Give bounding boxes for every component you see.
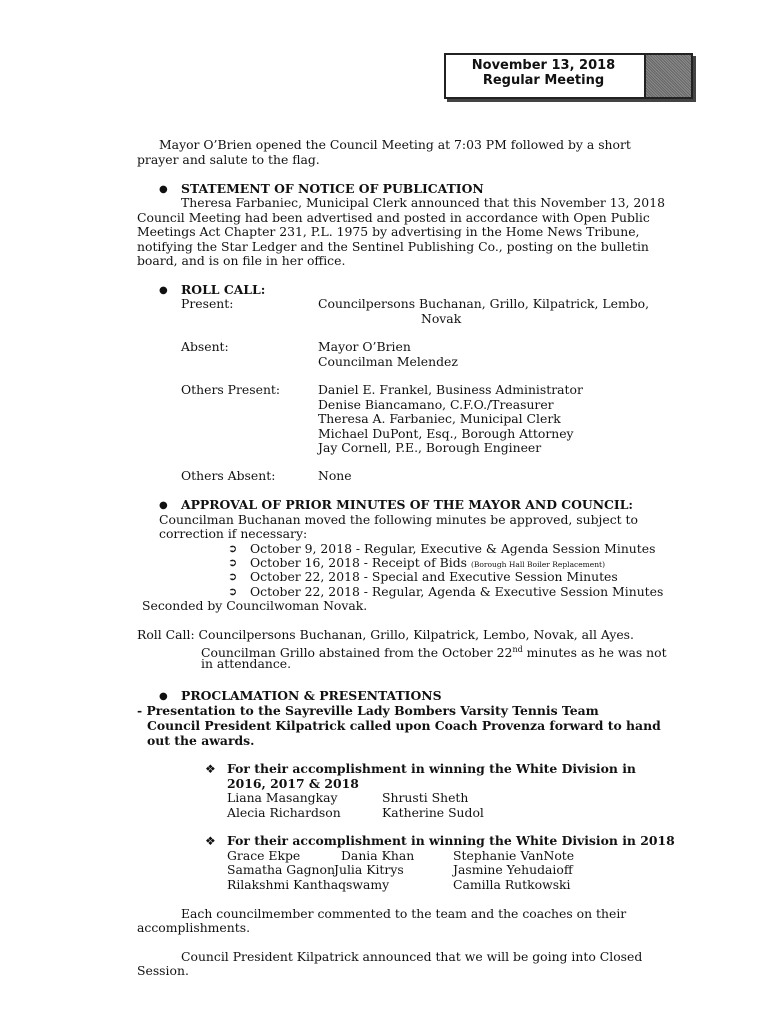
award-name: Julia Kitrys [334,862,404,877]
roll-call-vote-text-a: Councilman Grillo abstained from the October 22 [201,645,513,661]
arrow-bullet-icon: ➲ [228,585,238,598]
proclamation-heading: PROCLAMATION & PRESENTATIONS [181,688,442,703]
diamond-bullet-icon: ❖ [205,834,216,848]
notice-line: Theresa Farbaniec, Municipal Clerk announced that this November 13, 2018 [181,195,665,210]
present-names-cont: Novak [421,311,462,326]
diamond-bullet-icon: ❖ [205,762,216,776]
award-name: Alecia Richardson [227,805,341,820]
arrow-bullet-icon: ➲ [228,556,238,569]
award-name: Liana Masangkay [227,790,338,805]
minutes-item-text: October 16, 2018 - Receipt of Bids [250,555,467,570]
closing-line: accomplishments. [137,920,251,935]
award-name: Jasmine Yehudaioff [453,862,573,877]
arrow-bullet-icon: ➲ [228,542,238,555]
award-name: Katherine Sudol [382,805,484,820]
minutes-item-note: (Borough Hall Boiler Replacement) [470,560,605,569]
notice-line: notifying the Star Ledger and the Sentinel Publishing Co., posting on the bulletin [137,239,649,254]
opening-line-2: prayer and salute to the flag. [137,152,320,167]
award-name: Rilakshmi Kanthaqswamy [227,877,390,892]
present-label: Present: [181,296,234,311]
minutes-item: October 22, 2018 - Special and Executive Session Minutes [250,569,618,584]
minutes-item: October 22, 2018 - Regular, Agenda & Executive Session Minutes [250,584,664,599]
others-present-name: Daniel E. Frankel, Business Administrator [318,382,583,397]
ordinal-suffix: nd [512,645,523,654]
award-name: Grace Ekpe [227,848,301,863]
bullet-icon: ● [159,500,168,511]
group1-title-cont: 2016, 2017 & 2018 [227,776,359,791]
award-name: Dania Khan [341,848,415,863]
award-name: Camilla Rutkowski [453,877,571,892]
bullet-icon: ● [159,691,168,702]
notice-line: board, and is on file in her office. [137,253,346,268]
minutes-line-1: Councilman Buchanan moved the following minutes be approved, subject to [159,512,638,527]
opening-line-1: Mayor O’Brien opened the Council Meeting at 7:03 PM followed by a short [159,137,631,152]
award-name: Stephanie VanNote [453,848,575,863]
meeting-type: Regular Meeting [482,73,605,88]
absent-name: Councilman Melendez [318,354,458,369]
roll-call-heading: ROLL CALL: [181,282,266,297]
closing-line: Each councilmember commented to the team and the coaches on their [181,906,627,921]
others-absent-label: Others Absent: [181,468,276,483]
notice-heading: STATEMENT OF NOTICE OF PUBLICATION [181,181,484,196]
group2-title: For their accomplishment in winning the White Division in 2018 [227,833,675,848]
minutes-line-2: correction if necessary: [159,526,308,541]
minutes-heading: APPROVAL OF PRIOR MINUTES OF THE MAYOR AND COUNCIL: [181,497,633,512]
roll-call-vote-line-3: in attendance. [201,656,292,671]
others-present-name: Michael DuPont, Esq., Borough Attorney [318,426,574,441]
meeting-header-box [444,53,693,99]
proclamation-line-2: Council President Kilpatrick called upon Coach Provenza forward to hand [147,718,661,733]
absent-label: Absent: [181,339,229,354]
others-present-name: Denise Biancamano, C.F.O./Treasurer [318,397,554,412]
meeting-header-title [446,58,641,88]
bullet-icon: ● [159,285,168,296]
roll-call-vote-line-1: Roll Call: Councilpersons Buchanan, Grillo, Kilpatrick, Lembo, Novak, all Ayes. [137,627,634,642]
minutes-item: October 9, 2018 - Regular, Executive & Agenda Session Minutes [250,541,656,556]
notice-line: Council Meeting had been advertised and posted in accordance with Open Public [137,210,650,225]
proclamation-line-3: out the awards. [147,733,255,748]
header-pattern-block [644,55,691,97]
others-present-name: Jay Cornell, P.E., Borough Engineer [318,440,542,455]
proclamation-line-1: - Presentation to the Sayreville Lady Bombers Varsity Tennis Team [137,703,599,718]
group1-title: For their accomplishment in winning the White Division in [227,761,636,776]
bullet-icon: ● [159,184,168,195]
others-absent-value: None [318,468,352,483]
others-present-label: Others Present: [181,382,281,397]
absent-name: Mayor O’Brien [318,339,411,354]
seconded-line: Seconded by Councilwoman Novak. [142,598,368,613]
notice-line: Meetings Act Chapter 231, P.L. 1975 by advertising in the Home News Tribune, [137,224,640,239]
award-name: Shrusti Sheth [382,790,469,805]
award-name: Samatha Gagnon [227,862,335,877]
closing-line: Session. [137,963,189,978]
roll-call-vote-text-b: minutes as he was not [522,645,667,661]
meeting-date: November 13, 2018 [471,58,616,73]
others-present-name: Theresa A. Farbaniec, Municipal Clerk [318,411,561,426]
arrow-bullet-icon: ➲ [228,570,238,583]
present-names: Councilpersons Buchanan, Grillo, Kilpatrick, Lembo, [318,296,650,311]
closing-line: Council President Kilpatrick announced that we will be going into Closed [181,949,643,964]
